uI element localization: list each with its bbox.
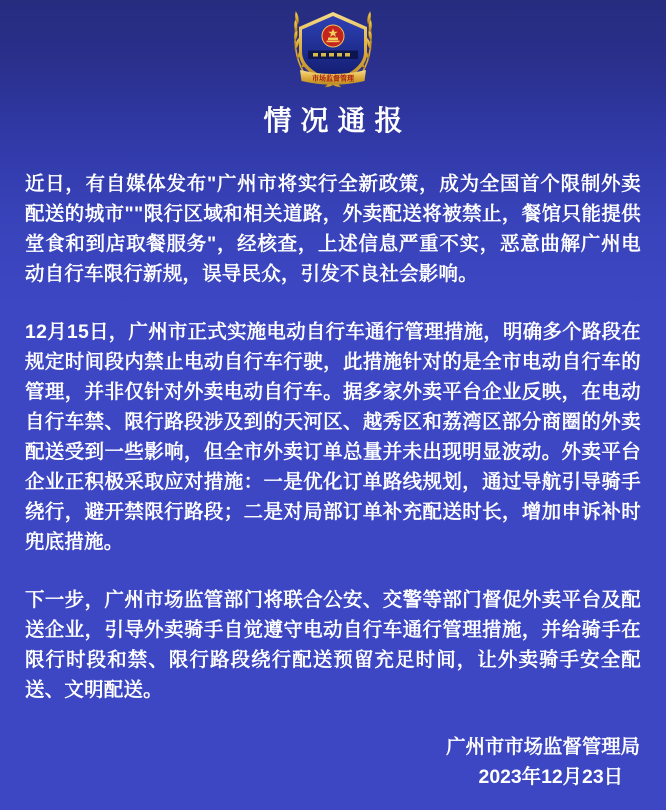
paragraph-2: 12月15日，广州市正式实施电动自行车通行管理措施，明确多个路段在规定时间段内禁止电动自行车行驶，此措施针对的是全市电动自行车的管理，并非仅针对外卖电动自行车。据多家外卖平台企业反映，在电动自行车禁、限行路段涉及到的天河区、越秀区和荔湾区部分商圈的外卖配送受到一些影响，但全市外卖订单总量并未出现明显波动。外卖平台企业正积极采取应对措施：一是优化订单路线规划，通过导航引导骑手绕行，避开禁限行路段；二是对局部订单补充配送时长，增加申诉补时兜底措施。 <box>25 321 641 553</box>
page-title: 情况通报 <box>263 105 412 136</box>
paragraph-3: 下一步，广州市场监管部门将联合公安、交警等部门督促外卖平台及配送企业，引导外卖骑手自觉遵守电动自行车通行管理措施，并给骑手在限行时段和禁、限行路段绕行配送预留充足时间，让外卖骑手安全配送、文明配送。 <box>25 589 641 701</box>
signature-org: 广州市市场监督管理局 <box>446 736 640 758</box>
paragraph-1: 近日，有自媒体发布"广州市将实行全新政策，成为全国首个限制外卖配送的城市""限行区域和相关道路，外卖配送将被禁止，餐馆只能提供堂食和到店取餐服务"，经核查，上述信息严重不实，恶意曲解广州电动自行车限行新规，误导民众，引发不良社会影响。 <box>25 173 641 285</box>
emblem-banner-text: 市场监督管理 <box>312 75 354 83</box>
notice-body <box>0 137 666 705</box>
signature-block <box>0 732 666 792</box>
emblem-row <box>0 0 666 89</box>
market-supervision-emblem-icon <box>287 11 379 89</box>
signature-date: 2023年12月23日 <box>478 766 623 788</box>
